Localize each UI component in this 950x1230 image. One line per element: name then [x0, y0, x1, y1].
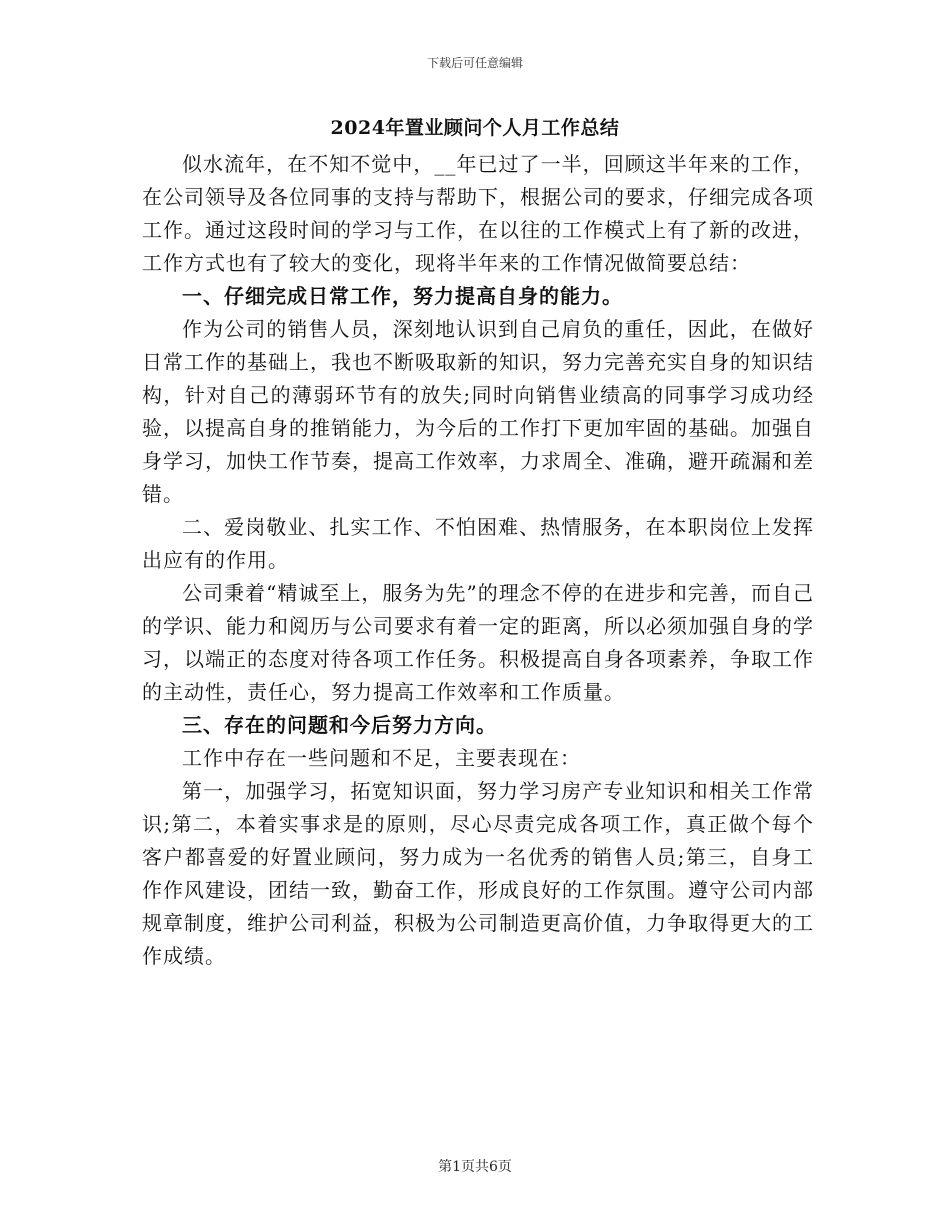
header-note: 下载后可任意编辑 [426, 56, 523, 70]
document-title: 2024年置业顾问个人月工作总结 [330, 117, 620, 139]
page-number: 第1页共6页 [438, 1159, 512, 1175]
section-heading-2: 二、爱岗敬业、扎实工作、不怕困难、热情服务，在本职岗位上发挥出应有的作用。 [142, 515, 814, 572]
section-3-intro: 工作中存在一些问题和不足，主要表现在： [182, 746, 581, 770]
section-2-paragraph: 公司秉着“精诚至上，服务为先”的理念不停的在进步和完善，而自己的学识、能力和阅历与公司要求有着一定的距离，所以必须加强自身的学习，以端正的态度对待各项工作任务。积极提高自身各项素养，争取工作的主动性，责任心，努力提高工作效率和工作质量。 [142, 581, 814, 704]
section-1-paragraph: 作为公司的销售人员，深刻地认识到自己肩负的重任，因此，在做好日常工作的基础上，我也不断吸取新的知识，努力完善充实自身的知识结构，针对自己的薄弱环节有的放失;同时向销售业绩高的同事学习成功经验，以提高自身的推销能力，为今后的工作打下更加牢固的基础。加强自身学习，加快工作节奏，提高工作效率，力求周全、准确，避开疏漏和差错。 [142, 317, 814, 506]
document-body [142, 148, 814, 973]
intro-paragraph: 似水流年，在不知不觉中，__年已过了一半，回顾这半年来的工作，在公司领导及各位同事的支持与帮助下，根据公司的要求，仔细完成各项工作。通过这段时间的学习与工作，在以往的工作模式上有了新的改进，工作方式也有了较大的变化，现将半年来的工作情况做简要总结： [142, 152, 814, 275]
section-3-paragraph: 第一，加强学习，拓宽知识面，努力学习房产专业知识和相关工作常识;第二，本着实事求是的原则，尽心尽责完成各项工作，真正做个每个客户都喜爱的好置业顾问，努力成为一名优秀的销售人员;第三，自身工作作风建设，团结一致，勤奋工作，形成良好的工作氛围。遵守公司内部规章制度，维护公司利益，积极为公司制造更高价值，力争取得更大的工作成绩。 [142, 779, 814, 968]
section-heading-3: 三、存在的问题和今后努力方向。 [182, 713, 497, 737]
section-heading-1: 一、仔细完成日常工作，努力提高自身的能力。 [182, 284, 623, 308]
